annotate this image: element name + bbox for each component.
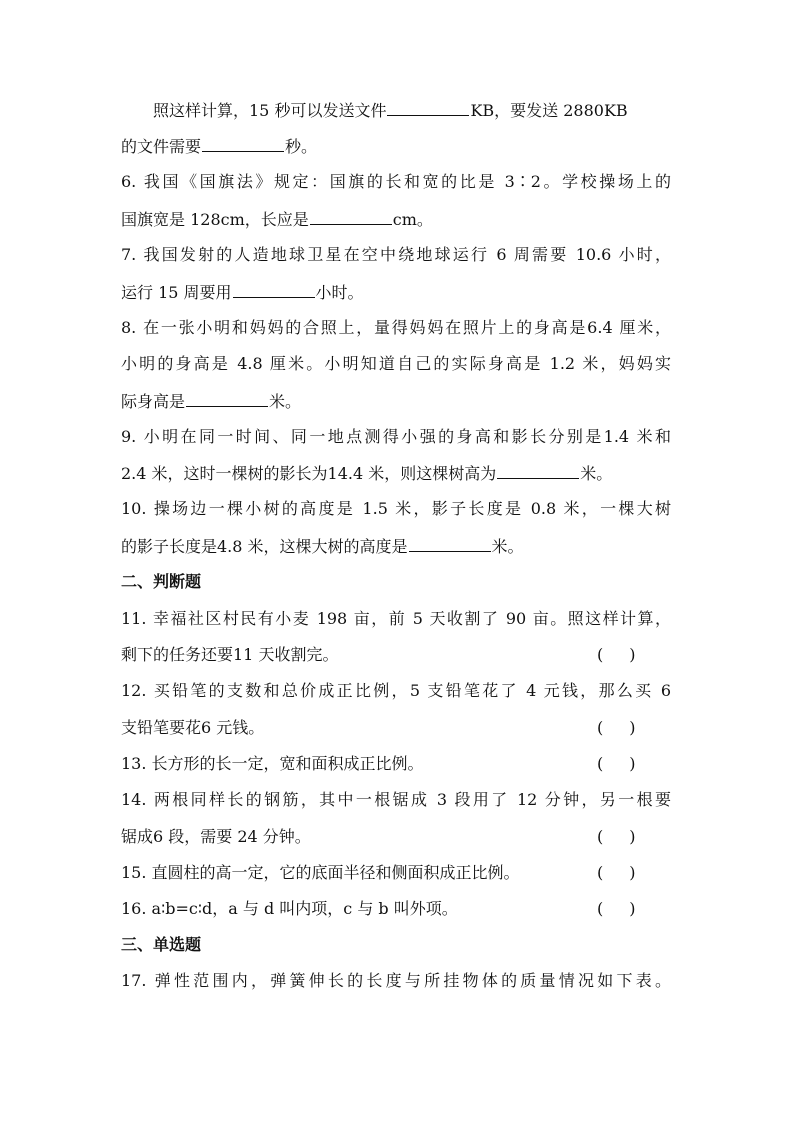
answer-blank[interactable] [387,99,469,116]
answer-paren[interactable]: ( ) [597,899,636,918]
q10-line-2 [121,535,671,558]
q9-line-1: 9. 小明在同一时间、同一地点测得小强的身高和影长分别是1.4 米和 [121,427,671,446]
q7-text: 小时。 [315,283,364,302]
q9-text: 2.4 米，这时一棵树的影长为14.4 米，则这棵树高为 [121,464,497,483]
q6-text: cm。 [392,210,433,229]
q5-line-2 [121,135,671,158]
answer-blank[interactable] [409,535,491,552]
answer-blank[interactable] [186,390,268,407]
q9-line-2 [121,462,671,485]
answer-paren[interactable]: ( ) [597,754,636,773]
q5-text: 秒。 [285,137,318,156]
q11-line-2: 剩下的任务还要11 天收割完。 [121,645,339,664]
q8-line-1: 8. 在一张小明和妈妈的合照上，量得妈妈在照片上的身高是6.4 厘米， [121,318,671,337]
answer-paren[interactable]: ( ) [597,863,636,882]
answer-blank[interactable] [310,208,392,225]
q7-line-1: 7. 我国发射的人造地球卫星在空中绕地球运行 6 周需要 10.6 小时， [121,245,671,264]
q5-line-1 [153,99,671,122]
q5-text: KB，要发送 2880KB [470,101,628,120]
answer-paren[interactable]: ( ) [597,718,636,737]
answer-paren[interactable]: ( ) [597,645,636,664]
q6-line-1: 6. 我国《国旗法》规定：国旗的长和宽的比是 3∶2。学校操场上的 [121,172,671,191]
q16-line-1: 16. a∶b=c∶d，a 与 d 叫内项，c 与 b 叫外项。 [121,899,458,918]
answer-blank[interactable] [497,462,579,479]
section-title-judgment: 二、判断题 [121,572,202,591]
answer-blank[interactable] [202,135,284,152]
q7-line-2 [121,281,671,304]
q8-line-3 [121,390,671,413]
q10-line-1: 10. 操场边一棵小树的高度是 1.5 米，影子长度是 0.8 米，一棵大树 [121,499,671,518]
answer-blank[interactable] [233,281,315,298]
q15-line-1: 15. 直圆柱的高一定，它的底面半径和侧面积成正比例。 [121,863,520,882]
q8-text: 际身高是 [121,392,186,411]
q14-line-2: 锯成6 段，需要 24 分钟。 [121,827,311,846]
section-title-single-choice: 三、单选题 [121,935,202,954]
q17-line-1: 17. 弹性范围内，弹簧伸长的长度与所挂物体的质量情况如下表。 [121,971,671,990]
q5-text: 照这样计算，15 秒可以发送文件 [153,101,387,120]
q5-text: 的文件需要 [121,137,202,156]
answer-paren[interactable]: ( ) [597,827,636,846]
q6-text: 国旗宽是 128cm，长应是 [121,210,309,229]
q10-text: 米。 [491,537,524,556]
q14-line-1: 14. 两根同样长的钢筋，其中一根锯成 3 段用了 12 分钟，另一根要 [121,790,671,809]
q9-text: 米。 [580,464,613,483]
q8-text: 米。 [269,392,302,411]
q7-text: 运行 15 周要用 [121,283,232,302]
q12-line-2: 支铅笔要花6 元钱。 [121,718,265,737]
q8-line-2: 小明的身高是 4.8 厘米。小明知道自己的实际身高是 1.2 米，妈妈实 [121,354,671,373]
q10-text: 的影子长度是4.8 米，这棵大树的高度是 [121,537,408,556]
q13-line-1: 13. 长方形的长一定，宽和面积成正比例。 [121,754,424,773]
q12-line-1: 12. 买铅笔的支数和总价成正比例，5 支铅笔花了 4 元钱，那么买 6 [121,681,671,700]
q6-line-2 [121,208,671,231]
q11-line-1: 11. 幸福社区村民有小麦 198 亩，前 5 天收割了 90 亩。照这样计算， [121,609,671,628]
